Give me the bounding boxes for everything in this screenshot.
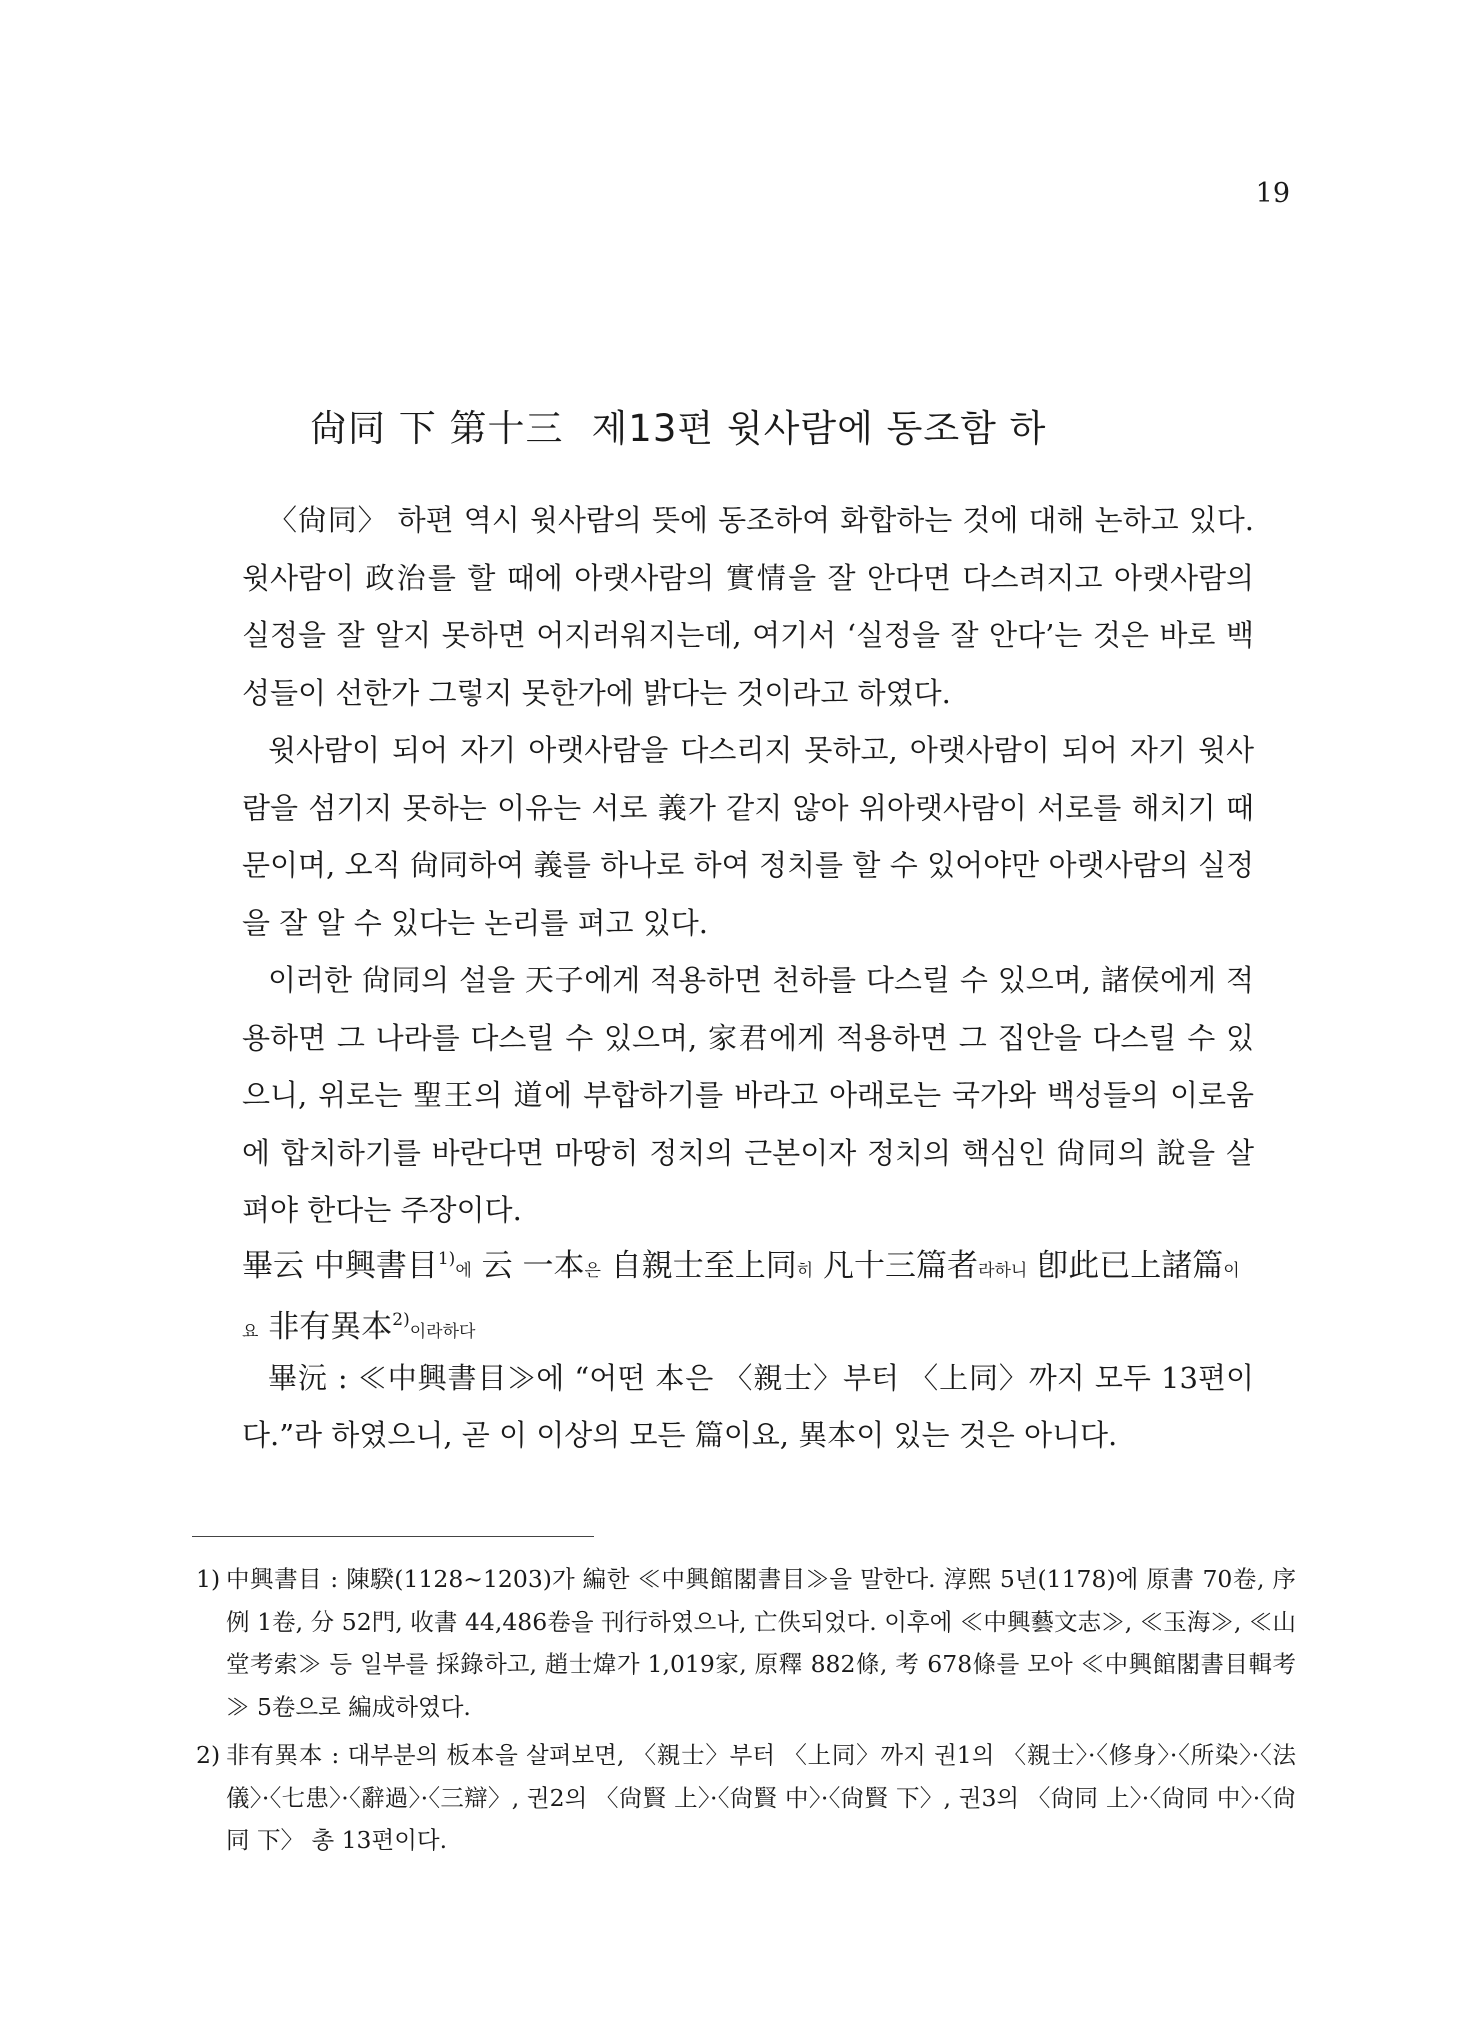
original-segment: 凡十三篇者 xyxy=(813,1248,979,1284)
footnote-divider xyxy=(192,1536,594,1537)
original-particle: 에 xyxy=(455,1261,472,1281)
original-particle: 은 xyxy=(584,1261,601,1281)
footnotes xyxy=(196,1558,1296,1868)
original-particle: 라하니 xyxy=(978,1261,1028,1281)
footnote-ref-2[interactable]: 2) xyxy=(392,1310,410,1330)
title-korean: 제13편 윗사람에 동조함 하 xyxy=(591,407,1047,450)
page-title xyxy=(310,398,1046,452)
original-segment: 自親士至上同 xyxy=(600,1248,797,1284)
original-particle: 이라하다 xyxy=(409,1322,476,1342)
original-segment: 云 一本 xyxy=(471,1248,585,1284)
footnote-item xyxy=(196,1558,1296,1728)
translation-paragraph: 畢沅 : ≪中興書目≫에 “어떤 本은 〈親士〉부터 〈上同〉까지 모두 13편이다.”라 하였으니, 곧 이 이상의 모든 篇이요, 異本이 있는 것은 아니다. xyxy=(242,1361,1254,1452)
original-segment: 非有異本 xyxy=(258,1309,393,1345)
summary-section xyxy=(242,492,1254,1240)
footnote-number: 1) xyxy=(196,1565,221,1593)
original-segment: 卽此已上諸篇 xyxy=(1027,1248,1224,1284)
original-text xyxy=(242,1238,1254,1360)
footnote-ref-1[interactable]: 1) xyxy=(437,1249,456,1269)
footnote-text: 非有異本 : 대부분의 板本을 살펴보면, 〈親士〉부터 〈上同〉까지 권1의 〈親士〉·〈修身〉·〈所染〉·〈法儀〉·〈七患〉·〈辭過〉·〈三辯〉, 권2의 〈尙賢 上〉·〈尙賢 中〉·〈尙賢 下〉, 권3의 〈尙同 上〉·〈尙同 中〉·〈尙同 下〉 총 13편이다. xyxy=(226,1741,1296,1854)
footnote-item xyxy=(196,1734,1296,1862)
original-segment: 畢云 中興書目 xyxy=(242,1248,438,1284)
summary-paragraph: 윗사람이 되어 자기 아랫사람을 다스리지 못하고, 아랫사람이 되어 자기 윗사람을 섬기지 못하는 이유는 서로 義가 같지 않아 위아랫사람이 서로를 해치기 때문이며, 오직 尙同하여 義를 하나로 하여 정치를 할 수 있어야만 아랫사람의 실정을 잘 알 수 있다는 논리를 펴고 있다. xyxy=(242,733,1254,940)
original-particle: 이요 xyxy=(242,1261,1240,1342)
page-number: 19 xyxy=(1255,178,1290,209)
summary-paragraph: 이러한 尙同의 설을 天子에게 적용하면 천하를 다스릴 수 있으며, 諸侯에게 적용하면 그 나라를 다스릴 수 있으며, 家君에게 적용하면 그 집안을 다스릴 수 있으니, 위로는 聖王의 道에 부합하기를 바라고 아래로는 국가와 백성들의 이로움에 합치하기를 바란다면 마땅히 정치의 근본이자 정치의 핵심인 尙同의 說을 살펴야 한다는 주장이다. xyxy=(242,963,1254,1227)
title-hanja: 尙同 下 第十三 xyxy=(310,407,564,450)
summary-paragraph: 〈尙同〉 하편 역시 윗사람의 뜻에 동조하여 화합하는 것에 대해 논하고 있다. 윗사람이 政治를 할 때에 아랫사람의 實情을 잘 안다면 다스려지고 아랫사람의 실정을 잘 알지 못하면 어지러워지는데, 여기서 ‘실정을 잘 안다’는 것은 바로 백성들이 선한가 그렇지 못한가에 밝다는 것이라고 하였다. xyxy=(242,503,1254,710)
footnote-text: 中興書目 : 陳騤(1128~1203)가 編한 ≪中興館閣書目≫을 말한다. 淳熙 5년(1178)에 原書 70卷, 序例 1卷, 分 52門, 收書 44,486卷을 刊行하였으나, 亡佚되었다. 이후에 ≪中興藝文志≫, ≪玉海≫, ≪山堂考索≫ 등 일부를 採錄하고, 趙士煒가 1,019家, 原釋 882條, 考 678條를 모아 ≪中興館閣書目輯考≫ 5卷으로 編成하였다. xyxy=(226,1565,1296,1721)
footnote-number: 2) xyxy=(196,1741,221,1769)
translation-section xyxy=(242,1350,1254,1464)
original-particle: 히 xyxy=(796,1261,814,1281)
